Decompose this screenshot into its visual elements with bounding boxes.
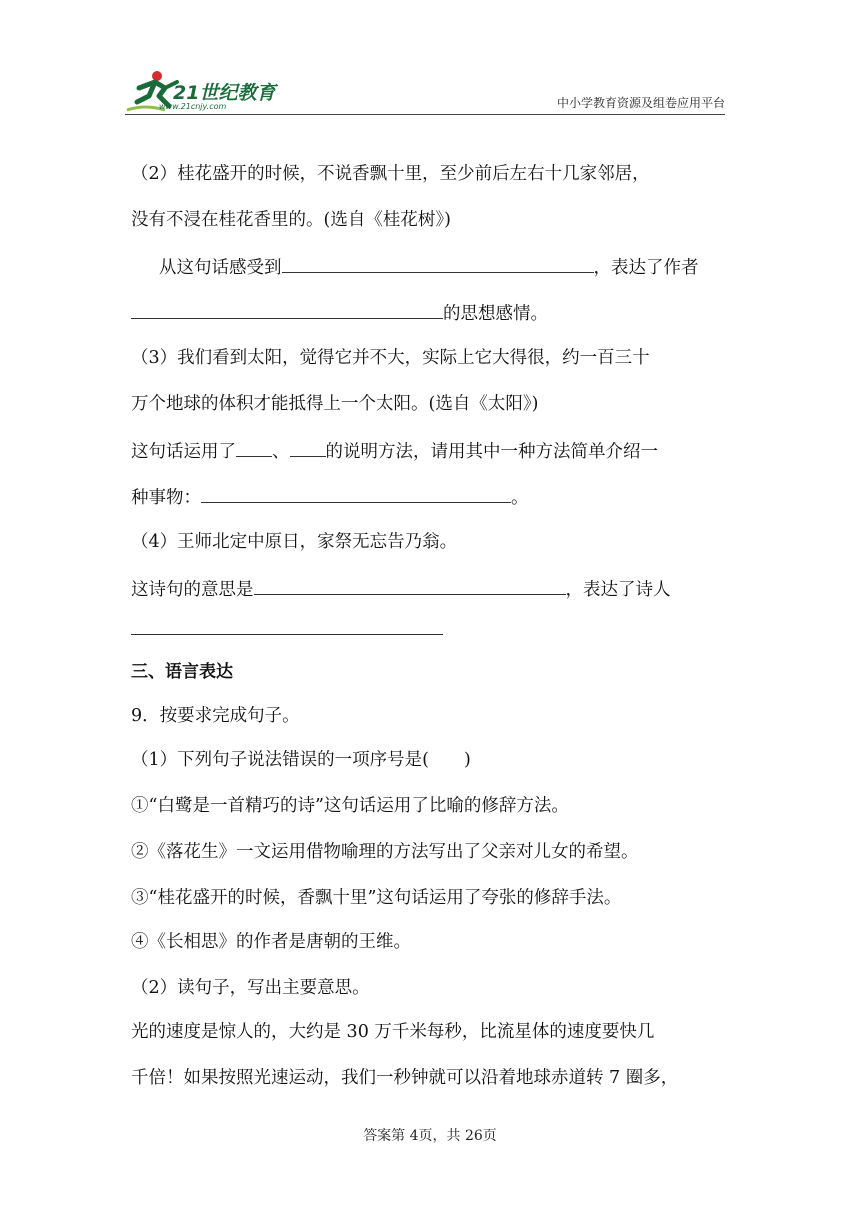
q4-line2 xyxy=(131,576,671,602)
q3-line1: （3）我们看到太阳，觉得它并不大，实际上它大得很，约一百三十 xyxy=(131,348,650,368)
q2-line2: 没有不浸在桂花香里的。(选自《桂花树》) xyxy=(131,210,451,230)
logo-url: www.21cnjy.com xyxy=(159,102,227,111)
answer-blank[interactable] xyxy=(131,616,443,635)
q2-line3-post: ，表达了作者 xyxy=(593,258,699,278)
q3-line4-pre: 种事物： xyxy=(131,488,201,508)
q2-line3-pre: 从这句话感受到 xyxy=(159,258,282,278)
answer-blank[interactable] xyxy=(254,576,566,595)
q3-line3-post: 的说明方法，请用其中一种方法简单介绍一 xyxy=(325,442,658,462)
q4-line3 xyxy=(131,616,443,642)
answer-blank[interactable] xyxy=(282,254,594,273)
q3-line2: 万个地球的体积才能抵得上一个太阳。(选自《太阳》) xyxy=(131,394,539,414)
q9-passage-line1: 光的速度是惊人的，大约是 30 万千米每秒，比流星体的速度要快几 xyxy=(131,1022,655,1042)
answer-blank[interactable] xyxy=(290,438,326,457)
q4-line2-pre: 这诗句的意思是 xyxy=(131,580,254,600)
q9-option-3: ③“桂花盛开的时候，香飘十里”这句话运用了夸张的修辞手法。 xyxy=(131,888,622,908)
q9-passage-line2: 千倍！如果按照光速运动，我们一秒钟就可以沿着地球赤道转 7 圈多， xyxy=(131,1068,679,1088)
page-header xyxy=(125,64,725,116)
answer-blank[interactable] xyxy=(201,484,511,503)
logo-text: 21世纪教育 xyxy=(173,82,276,104)
q4-line1: （4）王师北定中原日，家祭无忘告乃翁。 xyxy=(131,532,458,552)
answer-blank[interactable] xyxy=(131,300,443,319)
page-footer: 答案第 4页，共 26页 xyxy=(363,1128,497,1144)
q9-option-2: ②《落花生》一文运用借物喻理的方法写出了父亲对儿女的希望。 xyxy=(131,842,639,862)
q9-sub1: （1）下列句子说法错误的一项序号是( ) xyxy=(131,750,471,770)
q4-line2-post: ，表达了诗人 xyxy=(565,580,671,600)
answer-blank[interactable] xyxy=(236,438,272,457)
q2-line1: （2）桂花盛开的时候，不说香飘十里，至少前后左右十几家邻居， xyxy=(131,164,650,184)
logo xyxy=(125,68,295,114)
q2-line4-post: 的思想感情。 xyxy=(443,304,548,324)
q3-line3-mid: 、 xyxy=(272,442,290,462)
header-divider xyxy=(125,114,725,115)
header-tagline: 中小学教育资源及组卷应用平台 xyxy=(556,96,725,110)
q3-line3 xyxy=(131,438,658,464)
q3-line4 xyxy=(131,484,529,510)
section-title: 三、语言表达 xyxy=(131,662,233,682)
q9-title: 9．按要求完成句子。 xyxy=(131,706,300,726)
q9-option-4: ④《长相思》的作者是唐朝的王维。 xyxy=(131,932,411,952)
q9-option-1: ①“白鹭是一首精巧的诗”这句话运用了比喻的修辞方法。 xyxy=(131,796,569,816)
q2-line4 xyxy=(131,300,548,326)
q3-line3-pre: 这句话运用了 xyxy=(131,442,236,462)
q9-sub2: （2）读句子，写出主要意思。 xyxy=(131,978,370,998)
q3-line4-post: 。 xyxy=(511,488,529,508)
q2-line3 xyxy=(159,254,699,280)
